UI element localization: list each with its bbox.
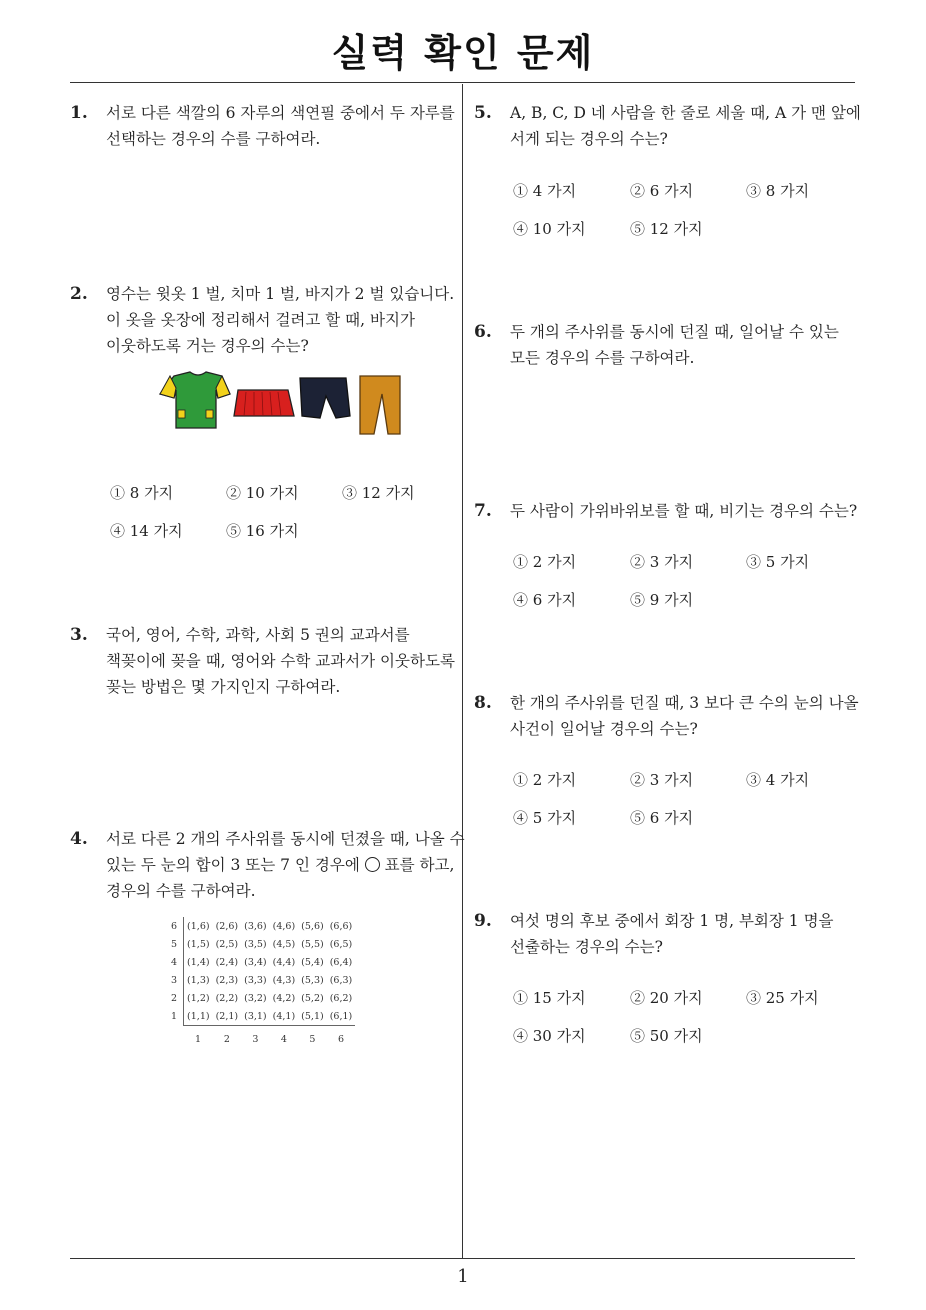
question-number: 1. [70,103,88,123]
table-row: 5 (1,5) (2,5) (3,5) (4,5) (5,5) (6,5) [168,935,355,953]
question-text: 한 개의 주사위를 던질 때, 3 보다 큰 수의 눈의 나올 사건이 일어날 경우의 수는? [510,694,859,738]
question-text: 국어, 영어, 수학, 과학, 사회 5 권의 교과서를 책꽂이에 꽂을 때, 영어와 수학 교과서가 이웃하도록 꽂는 방법은 몇 가지인지 구하여라. [106,626,455,696]
choice-1[interactable]: ① 4 가지 [513,182,577,200]
choice-5[interactable]: ⑤ 6 가지 [630,809,694,827]
shirt-icon [160,372,230,428]
top-rule [70,82,855,83]
page-number: 1 [457,1266,469,1287]
choice-1[interactable]: ① 15 가지 [513,989,586,1007]
question-text: 여섯 명의 후보 중에서 회장 1 명, 부회장 1 명을 선출하는 경우의 수는? [510,912,834,956]
choice-2[interactable]: ② 3 가지 [630,771,694,789]
table-row: 4 (1,4) (2,4) (3,4) (4,4) (5,4) (6,4) [168,953,355,971]
choice-1[interactable]: ① 2 가지 [513,553,577,571]
question-number: 3. [70,625,88,645]
x-axis-labels: 1 2 3 4 5 6 [195,1033,344,1045]
choice-3[interactable]: ③ 8 가지 [746,182,810,200]
question-text: 두 개의 주사위를 동시에 던질 때, 일어날 수 있는 모든 경우의 수를 구하여라. [510,323,839,367]
bottom-rule [70,1258,855,1259]
table-row: 6 (1,6) (2,6) (3,6) (4,6) (5,6) (6,6) [168,917,355,935]
choice-4[interactable]: ④ 5 가지 [513,809,577,827]
pants-brown-icon [360,376,400,434]
clothes-illustration [150,368,410,438]
question-number: 8. [474,693,492,713]
choice-4[interactable]: ④ 30 가지 [513,1027,586,1045]
choice-2[interactable]: ② 20 가지 [630,989,703,1007]
choice-3[interactable]: ③ 4 가지 [746,771,810,789]
question-number: 6. [474,322,492,342]
choice-4[interactable]: ④ 10 가지 [513,220,586,238]
question-number: 7. [474,501,492,521]
table-row: 3 (1,3) (2,3) (3,3) (4,3) (5,3) (6,3) [168,971,355,989]
question-text: A, B, C, D 네 사람을 한 줄로 세울 때, A 가 맨 앞에 서게 되는 경우의 수는? [510,104,861,148]
choice-5[interactable]: ⑤ 9 가지 [630,591,694,609]
question-text: 영수는 윗옷 1 벌, 치마 1 벌, 바지가 2 벌 있습니다. 이 옷을 옷장에 정리해서 걸려고 할 때, 바지가 이웃하도록 거는 경우의 수는? [106,285,455,355]
choice-5[interactable]: ⑤ 12 가지 [630,220,703,238]
dice-outcome-table [168,917,355,1048]
page-title: 실력 확인 문제 [331,31,595,75]
question-number: 4. [70,829,88,849]
choice-4[interactable]: ④ 14 가지 [110,522,183,540]
choice-2[interactable]: ② 10 가지 [226,484,299,502]
choice-5[interactable]: ⑤ 16 가지 [226,522,299,540]
choice-2[interactable]: ② 3 가지 [630,553,694,571]
choice-3[interactable]: ③ 5 가지 [746,553,810,571]
question-text: 서로 다른 2 개의 주사위를 동시에 던졌을 때, 나올 수 있는 두 눈의 합이 3 또는 7 인 경우에 표를 하고, 경우의 수를 구하여라. [106,830,465,900]
question-number: 9. [474,911,492,931]
choice-5[interactable]: ⑤ 50 가지 [630,1027,703,1045]
skirt-icon [234,390,294,416]
question-text: 서로 다른 색깔의 6 자루의 색연필 중에서 두 자루를 선택하는 경우의 수를 구하여라. [106,104,455,148]
question-number: 2. [70,284,88,304]
choice-3[interactable]: ③ 25 가지 [746,989,819,1007]
column-divider [462,84,463,1258]
table-row: 1 (1,1) (2,1) (3,1) (4,1) (5,1) (6,1) [168,1007,355,1026]
circle-mark-icon [365,857,380,872]
table-row: 2 (1,2) (2,2) (3,2) (4,2) (5,2) (6,2) [168,989,355,1007]
choice-1[interactable]: ① 2 가지 [513,771,577,789]
choice-2[interactable]: ② 6 가지 [630,182,694,200]
choice-3[interactable]: ③ 12 가지 [342,484,415,502]
pants-navy-icon [300,378,350,418]
question-number: 5. [474,103,492,123]
choice-4[interactable]: ④ 6 가지 [513,591,577,609]
choice-1[interactable]: ① 8 가지 [110,484,174,502]
question-text: 두 사람이 가위바위보를 할 때, 비기는 경우의 수는? [510,502,858,520]
